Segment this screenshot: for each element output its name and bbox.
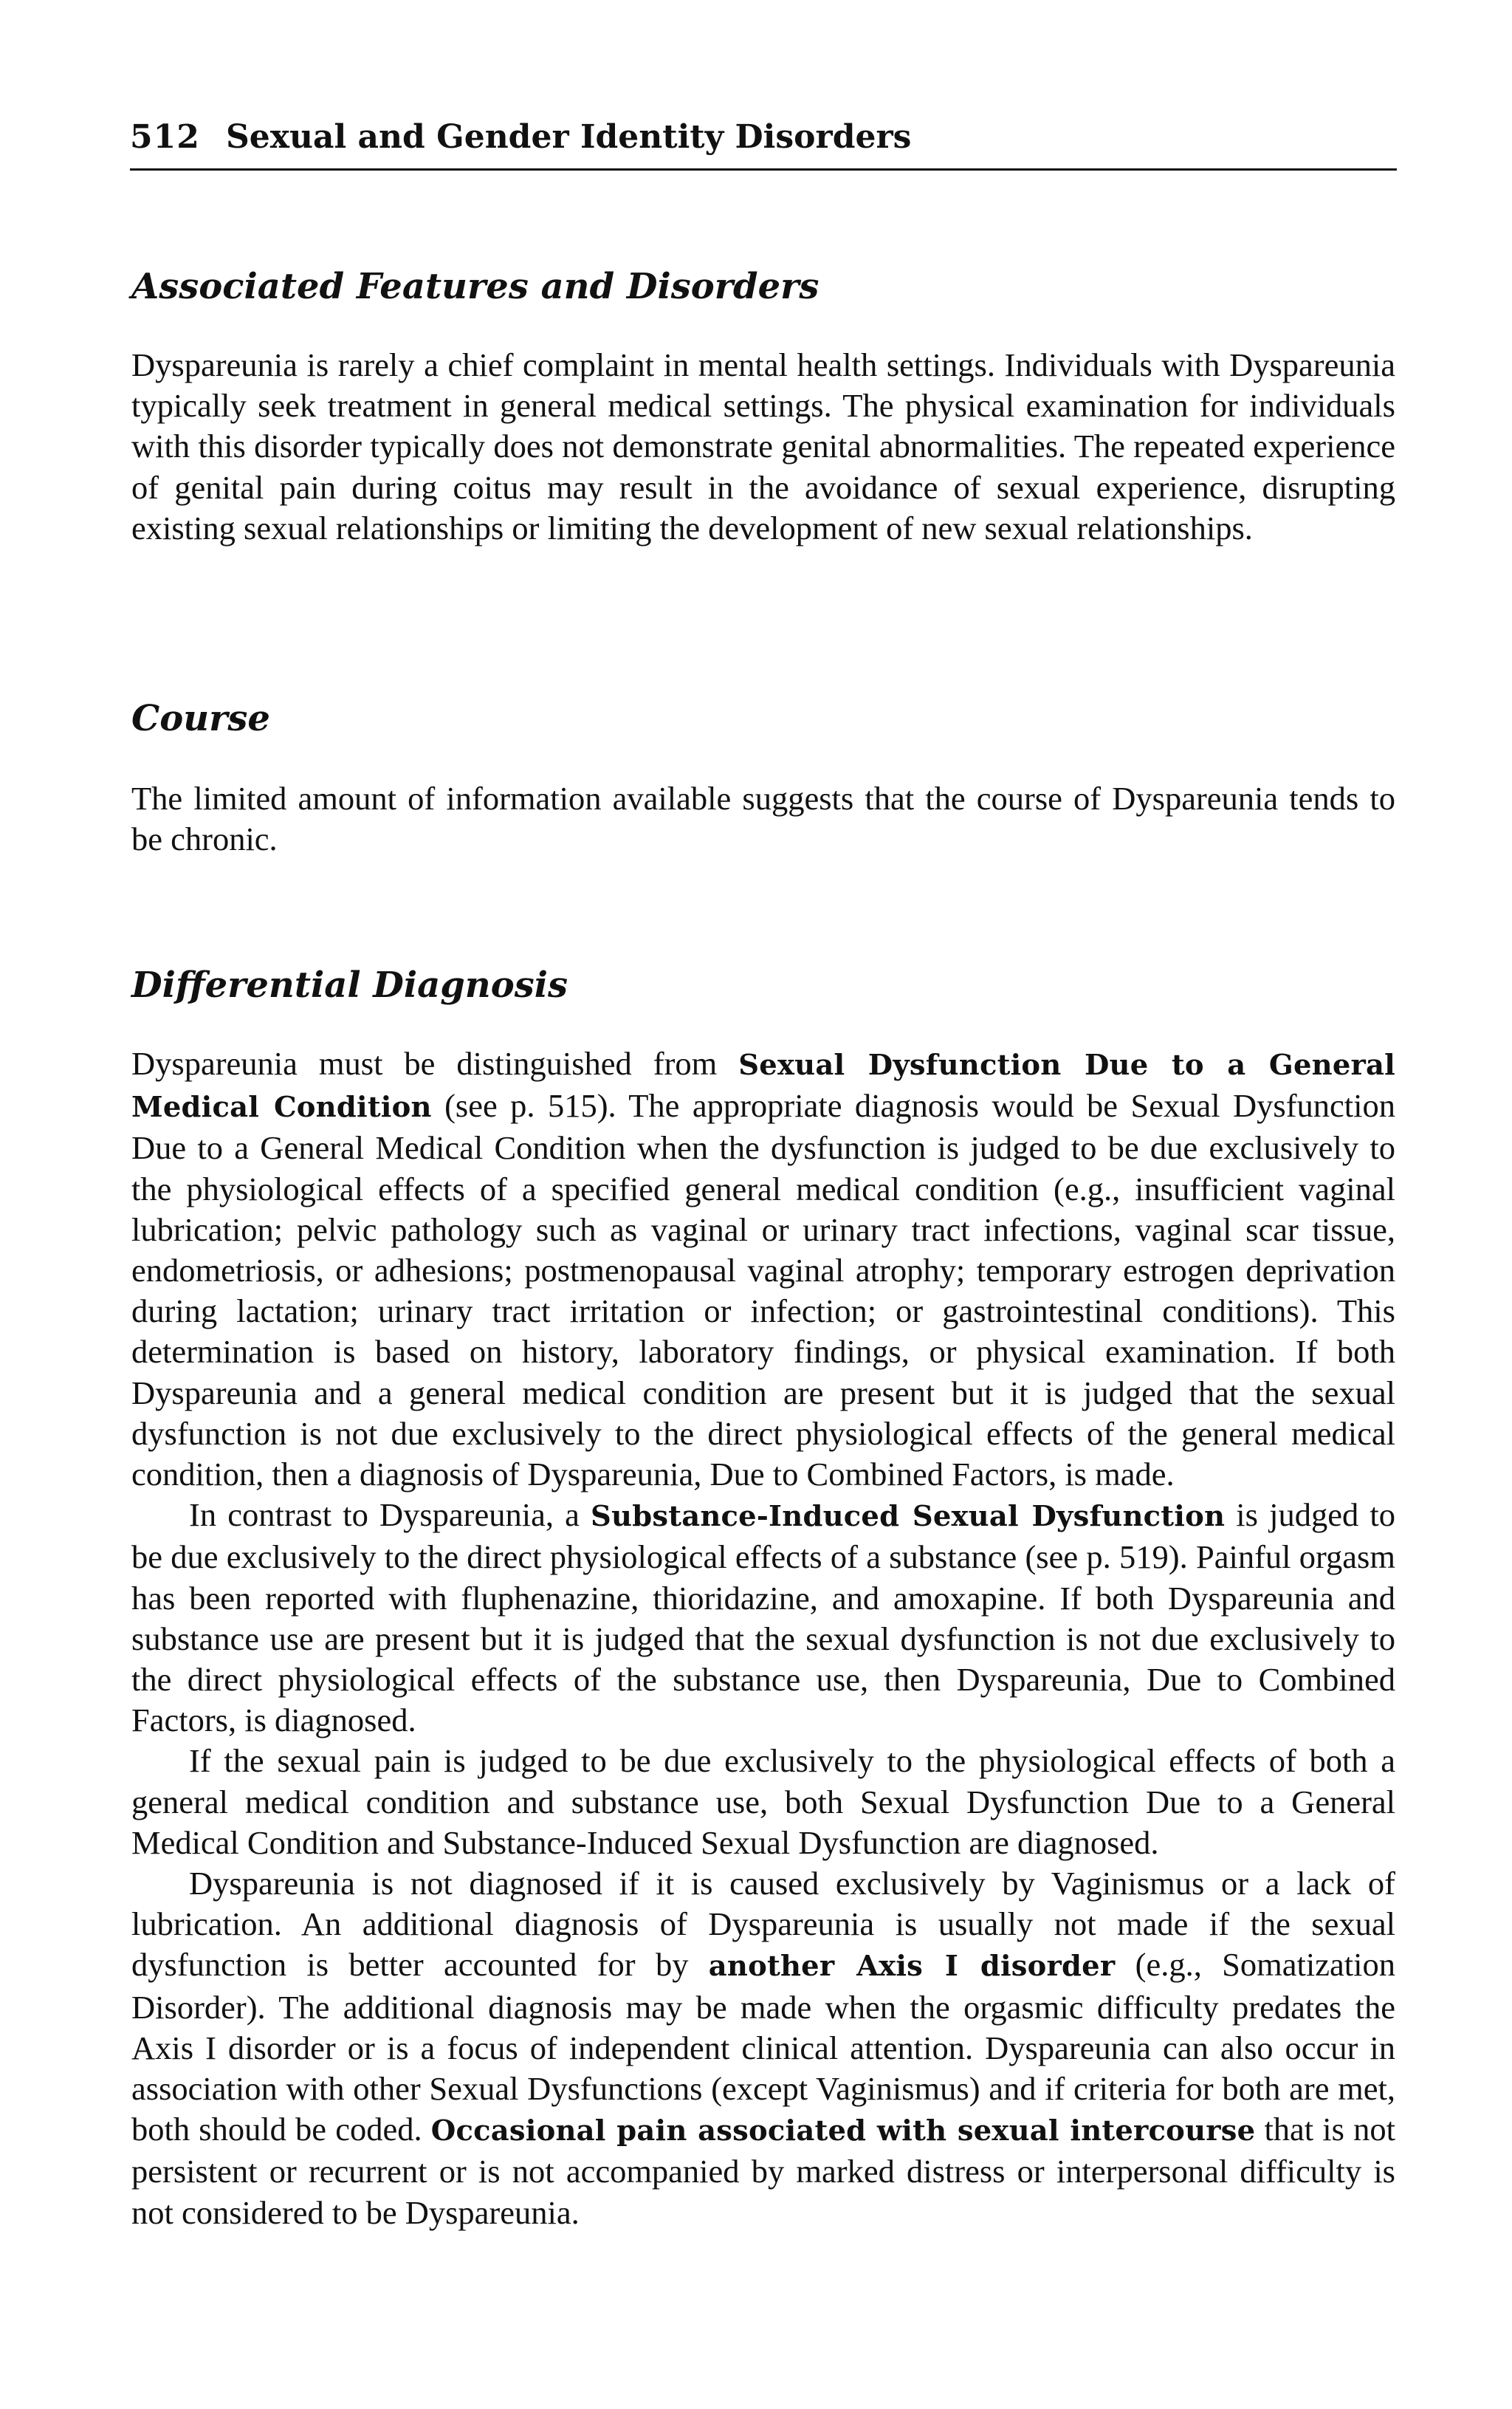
- section-heading-differential-diagnosis: Differential Diagnosis: [131, 964, 568, 1006]
- section-heading-course: Course: [131, 698, 270, 739]
- text-run: In contrast to Dyspareunia, a: [189, 1496, 591, 1534]
- text-run: (see p. 515). The appropriate diagnosis would be Sexual Dysfunction Due to a General Medical Condition when the dysfunction is judged to be due exclusively to the physiological effects of a specified general medical condition (e.g., insufficient vaginal lubrication; pelvic pathology such as vaginal or urinary tract infections, vaginal scar tissue, endometriosis, or adhesions; postmenopausal vaginal atrophy; temporary estrogen deprivation during lactation; urinary tract irritation or infection; or gastrointestinal conditions). This determination is based on history, laboratory findings, or physical examination. If both Dyspareunia and a general medical condition are present but it is judged that the sexual dysfunction is not due exclusively to the direct physiological effects of the general medical condition, then a diagnosis of Dyspareunia, Due to Combined Factors, is made.: [131, 1087, 1395, 1493]
- running-title: Sexual and Gender Identity Disorders: [226, 118, 912, 156]
- text-run: If the sexual pain is judged to be due exclusively to the physiological effects of both a general medical condition and substance use, both Sexual Dysfunction Due to a General Medical Condition and Substance-Induced Sexual Dysfunction are diagnosed.: [131, 1742, 1395, 1861]
- bold-term: another Axis I disorder: [708, 1950, 1116, 1984]
- section-heading-associated-features: Associated Features and Disorders: [131, 266, 819, 307]
- text-run: Dyspareunia must be distinguished from: [131, 1045, 739, 1082]
- paragraph: [131, 1741, 1395, 1863]
- paragraph: [131, 1495, 1395, 1741]
- section-body-associated-features: [131, 345, 1395, 549]
- text-run: Dyspareunia is rarely a chief complaint in mental health settings. Individuals with Dyspareunia typically seek treatment in general medical settings. The physical examination for individuals with this disorder typically does not demonstrate genital abnormalities. The repeated experience of genital pain during coitus may result in the avoidance of sexual experience, disrupting existing sexual relationships or limiting the development of new sexual relationships.: [131, 346, 1395, 546]
- text-run: The limited amount of information available suggests that the course of Dyspareunia tends to be chronic.: [131, 780, 1395, 858]
- section-body-course: [131, 778, 1395, 860]
- bold-term: Occasional pain associated with sexual intercourse: [430, 2114, 1256, 2148]
- text-run: Dyspareunia is not diagnosed if it is caused exclusively by Vaginismus or a lack of lubrication. An additional diagnosis of Dyspareunia is usually not made if the sexual dysfunction is better accounted for by: [131, 1865, 1395, 1984]
- bold-term: Sexual Dysfunction Due to a General Medical Condition: [131, 1049, 1395, 1125]
- paragraph: [131, 1863, 1395, 2233]
- page-number: 512: [130, 118, 200, 156]
- running-header: [130, 111, 1397, 171]
- bold-term: Substance-Induced Sexual Dysfunction: [591, 1500, 1226, 1534]
- section-body-differential-diagnosis: [131, 1044, 1395, 2233]
- text-run: is judged to be due exclusively to the direct physiological effects of a substance (see p. 519). Painful orgasm has been reported with fluphenazine, thioridazine, and amoxapine. If both Dyspareunia and substance use are present but it is judged that the sexual dysfunction is not due exclusively to the direct physiological effects of the substance use, then Dyspareunia, Due to Combined Factors, is diagnosed.: [131, 1496, 1395, 1739]
- text-run: that is not persistent or recurrent or is not accompanied by marked distress or interpersonal difficulty is not considered to be Dyspareunia.: [131, 2111, 1395, 2231]
- text-run: (e.g., Somatization Disorder). The additional diagnosis may be made when the orgasmic difficulty predates the Axis I disorder or is a focus of independent clinical attention. Dyspareunia can also occur in association with other Sexual Dysfunctions (except Vaginismus) and if criteria for both are met, both should be coded.: [131, 1946, 1395, 2148]
- paragraph: [131, 778, 1395, 860]
- paragraph: [131, 1044, 1395, 1495]
- paragraph: [131, 345, 1395, 549]
